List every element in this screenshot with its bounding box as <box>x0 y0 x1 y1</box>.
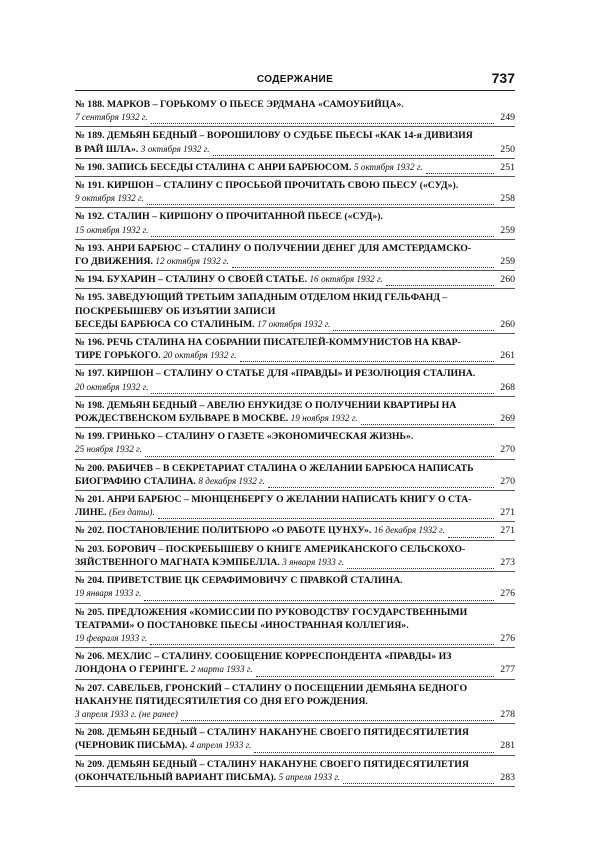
toc-entry <box>75 681 515 725</box>
dot-leader <box>232 258 494 268</box>
toc-entry-title-line: № 198. ДЕМЬЯН БЕДНЫЙ – АВЕЛЮ ЕНУКИДЗЕ О ПОЛУЧЕНИИ КВАРТИРЫ НА <box>75 399 457 411</box>
toc-entry-title-line: № 204. ПРИВЕТСТВИЕ ЦК СЕРАФИМОВИЧУ С ПРАВКОЙ СТАЛИНА. <box>75 575 403 587</box>
toc-entry <box>75 492 515 522</box>
toc-entry-text <box>75 506 155 519</box>
toc-entry-title-line: № 205. ПРЕДЛОЖЕНИЯ «КОМИССИИ ПО РУКОВОДСТВУ ГОСУДАРСТВЕННЫМИ <box>75 606 468 618</box>
toc-entry-date: 5 октября 1932 г. <box>353 161 423 172</box>
toc-entry-title-tail: В РАЙ ШЛА». <box>75 143 139 155</box>
toc-entry-text <box>75 192 144 205</box>
toc-entry-date: 20 октября 1932 г. <box>75 381 149 392</box>
toc-entry-page: 261 <box>500 350 515 362</box>
toc-entry-date: 19 февраля 1933 г. <box>75 632 148 643</box>
toc-entry-title-line: № 193. АНРИ БАРБЮС – СТАЛИНУ О ПОЛУЧЕНИИ ДЕНЕГ ДЛЯ АМСТЕРДАМСКО- <box>75 242 472 254</box>
toc-entry-last-line <box>75 587 515 600</box>
toc-entry-last-line <box>75 192 515 205</box>
toc-entry-date: 8 декабря 1932 г. <box>198 475 265 486</box>
toc-entry-last-line <box>75 506 515 519</box>
toc-entry-date: 17 октября 1932 г. <box>257 318 331 329</box>
toc-entry-page: 281 <box>500 740 515 752</box>
toc-entry-title-line: № 209. ДЕМЬЯН БЕДНЫЙ – СТАЛИНУ НАКАНУНЕ СВОЕГО ПЯТИДЕСЯТИЛЕТИЯ <box>75 758 469 770</box>
toc-entry-title-line: № 200. РАБИЧЕВ – В СЕКРЕТАРИАТ СТАЛИНА О ЖЕЛАНИИ БАРБЮСА НАПИСАТЬ <box>75 462 474 474</box>
toc-entry-page: 268 <box>500 381 515 393</box>
toc-entry-text <box>75 349 237 362</box>
toc-entry-title-line: ПОСКРЕБЫШЕВУ ОБ ИЗЪЯТИИ ЗАПИСИ <box>75 305 276 317</box>
toc-entry-last-line <box>75 771 515 784</box>
toc-entry-title-line: № 203. БОРОВИЧ – ПОСКРЕБЫШЕВУ О КНИГЕ АМЕРИКАНСКОГО СЕЛЬСКОХО- <box>75 543 466 555</box>
toc-entry-title-tail: № 194. БУХАРИН – СТАЛИНУ О СВОЕЙ СТАТЬЕ. <box>75 274 307 286</box>
toc-entry-text <box>75 524 445 537</box>
toc-entry <box>75 290 515 334</box>
toc-entry-title-line: № 206. МЕХЛИС – СТАЛИНУ. СООБЩЕНИЕ КОРРЕСПОНДЕНТА «ПРАВДЫ» ИЗ <box>75 651 452 663</box>
toc-entry-page: 276 <box>500 632 515 644</box>
toc-entry <box>75 335 515 365</box>
toc-entry-page: 277 <box>500 664 515 676</box>
toc-entry-page: 269 <box>500 413 515 425</box>
table-of-contents <box>75 97 515 788</box>
toc-entry-title-tail: № 190. ЗАПИСЬ БЕСЕДЫ СТАЛИНА С АНРИ БАРБЮСОМ. <box>75 161 352 173</box>
toc-entry <box>75 461 515 491</box>
toc-entry <box>75 366 515 396</box>
toc-entry-title-tail: ЗЯЙСТВЕННОГО МАГНАТА КЭМПБЕЛЛА. <box>75 556 280 568</box>
toc-entry <box>75 160 515 177</box>
dot-leader <box>254 743 494 753</box>
dot-leader <box>151 227 494 237</box>
toc-entry-date: 3 января 1933 г. <box>282 556 344 567</box>
toc-entry-text <box>75 318 330 331</box>
toc-entry <box>75 429 515 459</box>
toc-entry <box>75 398 515 428</box>
toc-entry-page: 273 <box>500 556 515 568</box>
toc-entry-title-line: № 189. ДЕМЬЯН БЕДНЫЙ – ВОРОШИЛОВУ О СУДЬБЕ ПЬЕСЫ «КАК 14-я ДИВИЗИЯ <box>75 130 473 142</box>
toc-entry-date: 5 апреля 1933 г. <box>278 771 341 782</box>
dot-leader <box>181 711 494 721</box>
toc-entry-last-line <box>75 443 515 456</box>
toc-entry-title-line: № 192. СТАЛИН – КИРШОНУ О ПРОЧИТАННОЙ ПЬЕСЕ («СУД»). <box>75 211 383 223</box>
toc-entry-last-line <box>75 273 515 286</box>
toc-entry-date: 7 сентября 1932 г. <box>75 112 148 123</box>
toc-entry-title-line: № 195. ЗАВЕДУЮЩИЙ ТРЕТЬИМ ЗАПАДНЫМ ОТДЕЛОМ НКИД ГЕЛЬФАНД – <box>75 292 448 304</box>
toc-entry-last-line <box>75 381 515 394</box>
toc-entry-last-line <box>75 143 515 156</box>
toc-entry-page: 271 <box>500 525 515 537</box>
toc-entry-last-line <box>75 739 515 752</box>
toc-entry-page: 258 <box>500 193 515 205</box>
toc-entry-title-line: № 201. АНРИ БАРБЮС – МЮНЦЕНБЕРГУ О ЖЕЛАНИИ НАПИСАТЬ КНИГУ О СТА- <box>75 494 472 506</box>
toc-entry-title-tail: РОЖДЕСТВЕНСКОМ БУЛЬВАРЕ В МОСКВЕ. <box>75 413 289 425</box>
toc-entry-title-tail: ГО ДВИЖЕНИЯ. <box>75 256 153 268</box>
toc-entry-last-line <box>75 224 515 237</box>
toc-entry-page: 260 <box>500 318 515 330</box>
toc-entry <box>75 128 515 158</box>
toc-entry-page: 259 <box>500 224 515 236</box>
toc-entry-last-line <box>75 708 515 721</box>
toc-entry-text <box>75 708 178 721</box>
toc-entry-text <box>75 475 265 488</box>
toc-entry-title-line: ТЕАТРАМИ» О ПОСТАНОВКЕ ПЬЕСЫ «ИНОСТРАННАЯ КОЛЛЕГИЯ». <box>75 619 409 631</box>
toc-entry-page: 278 <box>500 708 515 720</box>
toc-entry-title-line: № 197. КИРШОН – СТАЛИНУ О СТАТЬЕ ДЛЯ «ПРАВДЫ» И РЕЗОЛЮЦИЯ СТАЛИНА. <box>75 368 476 380</box>
toc-entry-text <box>75 587 141 600</box>
toc-entry-title-line: № 207. САВЕЛЬЕВ, ГРОНСКИЙ – СТАЛИНУ О ПОСЕЩЕНИИ ДЕМЬЯНА БЕДНОГО <box>75 682 468 694</box>
toc-entry-text <box>75 412 358 425</box>
toc-entry <box>75 523 515 540</box>
toc-entry-page: 270 <box>500 444 515 456</box>
page-number: 737 <box>491 70 515 86</box>
toc-entry-page: 271 <box>500 507 515 519</box>
toc-entry-title-tail: № 202. ПОСТАНОВЛЕНИЕ ПОЛИТБЮРО «О РАБОТЕ ЦУНХУ». <box>75 525 372 537</box>
toc-entry-title-tail: ЛОНДОНА О ГЕРИНГЕ. <box>75 664 189 676</box>
dot-leader <box>386 276 494 286</box>
toc-entry-title-line: НАКАНУНЕ ПЯТИДЕСЯТИЛЕТИЯ СО ДНЯ ЕГО РОЖДЕНИЯ. <box>75 695 368 707</box>
toc-entry-title-line: № 191. КИРШОН – СТАЛИНУ С ПРОСЬБОЙ ПРОЧИТАТЬ СВОЮ ПЬЕСУ («СУД»). <box>75 180 459 192</box>
dot-leader <box>240 352 494 362</box>
toc-entry-date: (Без даты). <box>108 507 155 518</box>
dot-leader <box>144 591 494 601</box>
toc-entry-date: 2 марта 1933 г. <box>190 664 253 675</box>
toc-entry-title-tail: ЛИНЕ. <box>75 507 107 519</box>
toc-entry <box>75 573 515 603</box>
dot-leader <box>268 478 494 488</box>
toc-entry-page: 276 <box>500 588 515 600</box>
toc-entry-title-tail: (ЧЕРНОВИК ПИСЬМА). <box>75 740 188 752</box>
toc-entry-last-line <box>75 412 515 425</box>
toc-entry-text <box>75 143 210 156</box>
header-rule <box>75 90 515 91</box>
dot-leader <box>147 195 494 205</box>
toc-entry-title-tail: БЕСЕДЫ БАРБЮСА СО СТАЛИНЫМ. <box>75 318 255 330</box>
dot-leader <box>333 321 494 331</box>
toc-entry <box>75 542 515 572</box>
dot-leader <box>361 415 494 425</box>
toc-entry-page: 249 <box>500 112 515 124</box>
toc-entry-text <box>75 443 142 456</box>
toc-entry <box>75 97 515 127</box>
dot-leader <box>151 114 494 124</box>
toc-entry <box>75 605 515 649</box>
toc-entry <box>75 272 515 289</box>
toc-entry <box>75 649 515 679</box>
toc-entry-title-line: № 199. ГРИНЬКО – СТАЛИНУ О ГАЗЕТЕ «ЭКОНОМИЧЕСКАЯ ЖИЗНЬ». <box>75 431 414 443</box>
toc-entry <box>75 178 515 208</box>
toc-entry-page: 260 <box>500 274 515 286</box>
toc-entry-text <box>75 771 340 784</box>
toc-entry-last-line <box>75 255 515 268</box>
toc-entry-text <box>75 663 253 676</box>
toc-entry <box>75 209 515 239</box>
toc-entry-last-line <box>75 475 515 488</box>
toc-entry-date: 15 октября 1932 г. <box>75 224 149 235</box>
toc-entry-title-tail: БИОГРАФИЮ СТАЛИНА. <box>75 475 196 487</box>
toc-entry-date: 16 октября 1932 г. <box>309 274 383 285</box>
toc-entry-page: 251 <box>500 161 515 173</box>
toc-entry-last-line <box>75 349 515 362</box>
dot-leader <box>158 509 494 519</box>
dot-leader <box>145 447 494 457</box>
toc-entry-page: 283 <box>500 771 515 783</box>
toc-entry-date: 3 октября 1932 г. <box>140 143 210 154</box>
toc-entry-text <box>75 632 147 645</box>
dot-leader <box>343 774 494 784</box>
toc-entry-text <box>75 556 344 569</box>
toc-entry-date: 20 октября 1932 г. <box>163 350 237 361</box>
toc-entry-text <box>75 273 383 286</box>
dot-leader <box>256 667 494 677</box>
toc-entry-last-line <box>75 318 515 331</box>
toc-entry-date: 19 января 1933 г. <box>75 588 142 599</box>
toc-entry-last-line <box>75 111 515 124</box>
toc-entry-date: 3 апреля 1933 г. (не ранее) <box>75 708 178 719</box>
toc-entry-last-line <box>75 161 515 174</box>
toc-entry-text <box>75 381 148 394</box>
toc-entry-date: 19 ноября 1932 г. <box>290 413 358 424</box>
toc-entry-last-line <box>75 632 515 645</box>
toc-entry-title-line: № 208. ДЕМЬЯН БЕДНЫЙ – СТАЛИНУ НАКАНУНЕ СВОЕГО ПЯТИДЕСЯТИЛЕТИЯ <box>75 727 469 739</box>
toc-entry-text <box>75 739 251 752</box>
toc-entry <box>75 757 515 787</box>
toc-entry-title-line: № 188. МАРКОВ – ГОРЬКОМУ О ПЬЕСЕ ЭРДМАНА «САМОУБИЙЦА». <box>75 99 404 110</box>
toc-entry-date: 4 апреля 1933 г. <box>189 740 252 751</box>
dot-leader <box>151 384 494 394</box>
toc-entry-text <box>75 224 148 237</box>
toc-entry-title-line: № 196. РЕЧЬ СТАЛИНА НА СОБРАНИИ ПИСАТЕЛЕЙ-КОММУНИСТОВ НА КВАР- <box>75 337 461 349</box>
toc-entry <box>75 725 515 755</box>
toc-entry-text <box>75 255 229 268</box>
toc-entry-title-tail: ТИРЕ ГОРЬКОГО. <box>75 350 161 362</box>
toc-entry-date: 16 декабря 1932 г. <box>373 525 445 536</box>
dot-leader <box>426 164 494 174</box>
toc-entry-page: 259 <box>500 256 515 268</box>
toc-entry-last-line <box>75 663 515 676</box>
toc-entry-page: 250 <box>500 143 515 155</box>
toc-entry-last-line <box>75 556 515 569</box>
dot-leader <box>150 635 494 645</box>
dot-leader <box>213 146 494 156</box>
dot-leader <box>448 528 494 538</box>
toc-entry <box>75 241 515 271</box>
toc-entry-date: 9 октября 1932 г. <box>75 193 144 204</box>
running-header <box>75 70 515 92</box>
toc-entry-text <box>75 161 423 174</box>
toc-entry-last-line <box>75 524 515 537</box>
running-title: СОДЕРЖАНИЕ <box>256 74 334 85</box>
toc-entry-text <box>75 111 148 124</box>
toc-entry-page: 270 <box>500 475 515 487</box>
toc-entry-date: 25 ноября 1932 г. <box>75 444 142 455</box>
toc-entry-date: 12 октября 1932 г. <box>155 256 229 267</box>
dot-leader <box>347 559 494 569</box>
toc-entry-title-tail: (ОКОНЧАТЕЛЬНЫЙ ВАРИАНТ ПИСЬМА). <box>75 771 277 783</box>
